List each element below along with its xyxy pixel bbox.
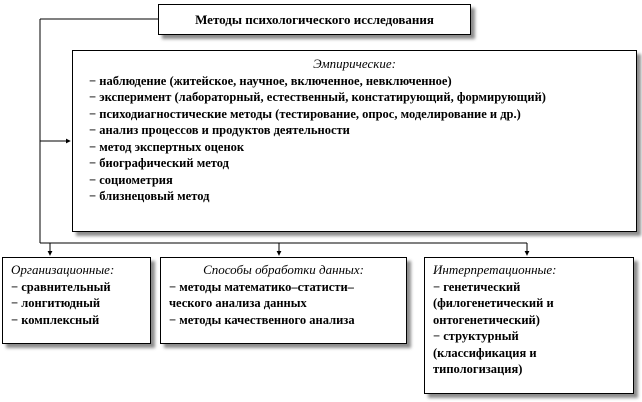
- interpretation-line: онтогенетический): [433, 312, 540, 327]
- organizational-item: − сравнительный: [11, 279, 111, 294]
- interpretation-line: − генетический: [433, 279, 521, 294]
- title-box: [158, 4, 471, 35]
- processing-line: − методы математико–статисти–: [169, 279, 354, 294]
- empirical-item: − близнецовый метод: [89, 189, 210, 203]
- empirical-item: − эксперимент (лабораторный, естественный, констатирующий, формирующий): [89, 90, 546, 104]
- organizational-item: − лонгитюдный: [11, 296, 101, 310]
- processing-line: − методы качественного анализа: [169, 312, 355, 327]
- processing-line: ческого анализа данных: [169, 296, 307, 310]
- interpretation-box: [424, 257, 634, 394]
- processing-heading: Способы обработки данных:: [203, 262, 364, 277]
- interpretation-line: (классификация и: [433, 345, 537, 360]
- empirical-box: [72, 50, 637, 232]
- interpretation-line: типологизация): [433, 362, 523, 376]
- organizational-heading: Организационные:: [11, 262, 115, 277]
- empirical-item: − метод экспертных оценок: [89, 139, 245, 154]
- organizational-box: [2, 257, 151, 344]
- diagram-title: Методы психологического исследования: [195, 12, 434, 27]
- empirical-item: − наблюдение (житейское, научное, включенное, невключенное): [89, 73, 452, 88]
- empirical-heading: Эмпирические:: [313, 56, 396, 71]
- processing-box: [160, 257, 407, 344]
- empirical-item: − социометрия: [89, 172, 173, 187]
- empirical-item: − биографический метод: [89, 156, 229, 170]
- empirical-item: − анализ процессов и продуктов деятельности: [89, 123, 350, 137]
- interpretation-line: (филогенетический и: [433, 296, 554, 310]
- organizational-item: − комплексный: [11, 312, 100, 327]
- interpretation-heading: Интерпретационные:: [433, 262, 557, 277]
- empirical-item: − психодиагностические методы (тестирование, опрос, моделирование и др.): [89, 106, 521, 121]
- interpretation-line: − структурный: [433, 329, 519, 343]
